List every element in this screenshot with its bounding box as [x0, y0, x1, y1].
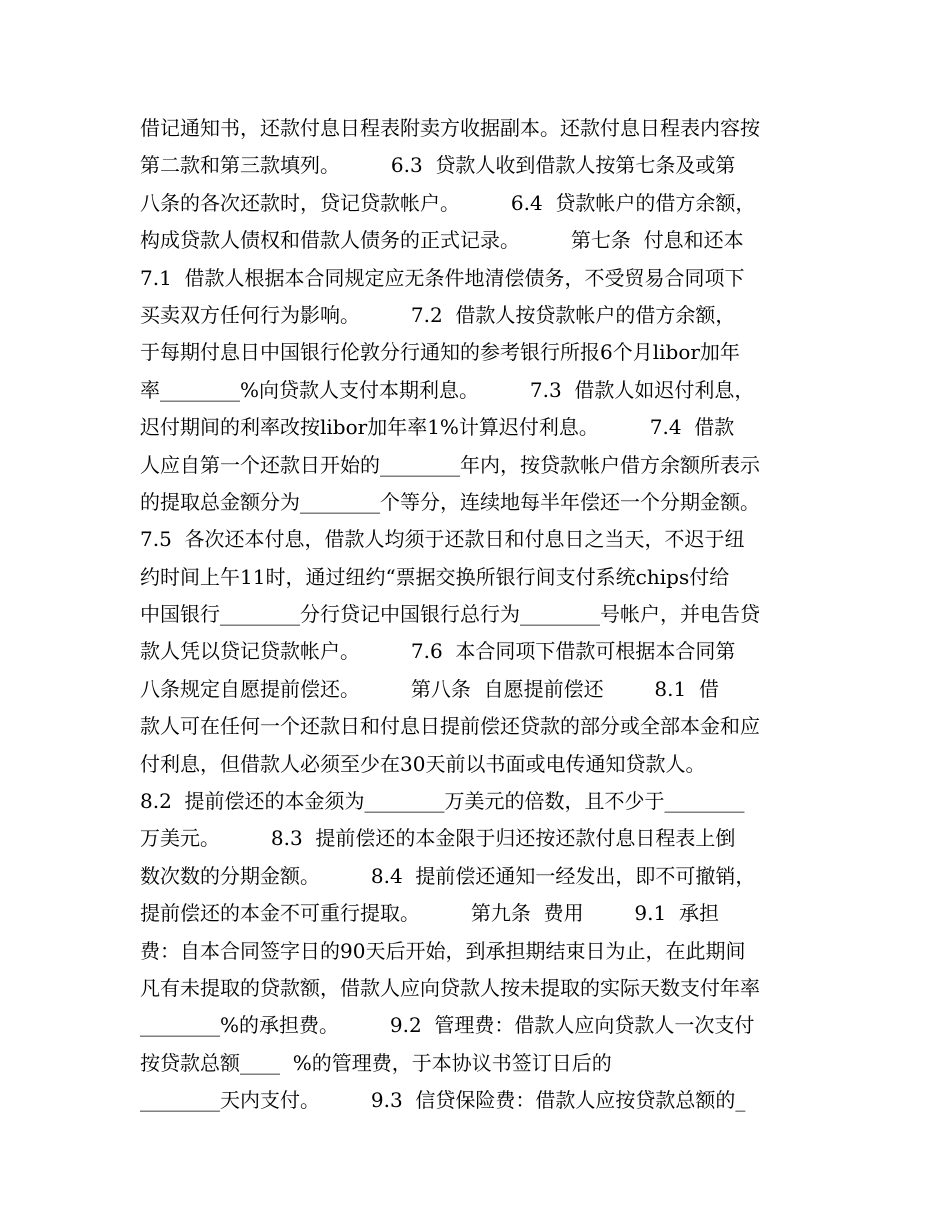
text-line-11: 的提取总金额分为________个等分，连续地每半年偿还一个分期金额。: [140, 489, 760, 514]
text-line-8: 率________%向贷款人支付本期利息。 7.3 借款人如迟付利息，: [140, 377, 755, 402]
text-line-5: 7.1 借款人根据本合同规定应无条件地清偿债务，不受贸易合同项下: [140, 265, 745, 290]
text-line-4: 构成贷款人债权和借款人债务的正式记录。 第七条 付息和还本: [140, 228, 744, 253]
text-line-21: 数次数的分期金额。 8.4 提前偿还通知一经发出，即不可撤销，: [140, 863, 756, 888]
text-line-13: 约时间上午11时，通过纽约“票据交换所银行间支付系统chips付给: [140, 564, 730, 589]
text-line-26: 按贷款总额____ %的管理费，于本协议书签订日后的: [140, 1050, 612, 1075]
text-line-3: 八条的各次还款时，贷记贷款帐户。 6.4 贷款帐户的借方余额，: [140, 190, 756, 215]
text-line-15: 款人凭以贷记贷款帐户。 7.6 本合同项下借款可根据本合同第: [140, 639, 736, 664]
text-line-27: ________天内支付。 9.3 信贷保险费：借款人应按贷款总额的_: [140, 1088, 746, 1113]
contract-text-block: [140, 110, 830, 1120]
text-line-9: 迟付期间的利率改按libor加年率1%计算迟付利息。 7.4 借款: [140, 415, 735, 440]
text-line-25: ________%的承担费。 9.2 管理费：借款人应向贷款人一次支付: [140, 1013, 755, 1038]
text-line-23: 费：自本合同签字日的90天后开始，到承担期结束日为止，在此期间: [140, 938, 746, 963]
text-line-22: 提前偿还的本金不可重行提取。 第九条 费用 9.1 承担: [140, 901, 719, 926]
text-line-18: 付利息，但借款人必须至少在30天前以书面或电传通知贷款人。: [140, 751, 706, 776]
text-line-17: 款人可在任何一个还款日和付息日提前偿还贷款的部分或全部本金和应: [140, 714, 760, 739]
text-line-2: 第二款和第三款填列。 6.3 贷款人收到借款人按第七条及或第: [140, 153, 736, 178]
text-line-20: 万美元。 8.3 提前偿还的本金限于归还按还款付息日程表上倒: [140, 826, 736, 851]
text-line-12: 7.5 各次还本付息，借款人均须于还款日和付息日之当天，不迟于纽: [140, 527, 745, 552]
text-line-6: 买卖双方任何行为影响。 7.2 借款人按贷款帐户的借方余额，: [140, 302, 736, 327]
text-line-24: 凡有未提取的贷款额，借款人应向贷款人按未提取的实际天数支付年率: [140, 975, 760, 1000]
text-line-14: 中国银行________分行贷记中国银行总行为________号帐户，并电告贷: [140, 602, 760, 627]
text-line-19: 8.2 提前偿还的本金须为________万美元的倍数，且不少于________: [140, 789, 745, 814]
text-line-10: 人应自第一个还款日开始的________年内，按贷款帐户借方余额所表示: [140, 452, 760, 477]
text-line-7: 于每期付息日中国银行伦敦分行通知的参考银行所报6个月libor加年: [140, 340, 740, 365]
text-line-16: 八条规定自愿提前偿还。 第八条 自愿提前偿还 8.1 借: [140, 676, 719, 701]
text-line-1: 借记通知书，还款付息日程表附卖方收据副本。还款付息日程表内容按: [140, 116, 760, 140]
